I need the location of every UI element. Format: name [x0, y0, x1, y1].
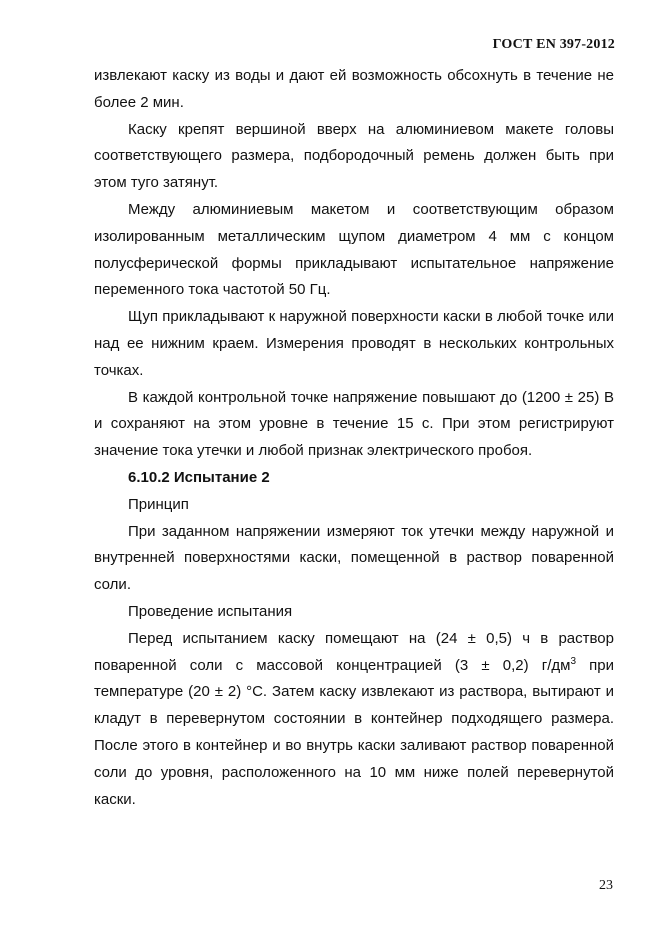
paragraph-probe-voltage: Между алюминиевым макетом и соответствующим образом изолированным металлическим щупом диаметром 4 мм с концом полусферической формы прикладывают испытательное напряжение переменного тока частотой 50 Гц. — [94, 200, 614, 299]
page-number: 23 — [599, 878, 613, 893]
paragraph-probe-application: Щуп прикладывают к наружной поверхности каски в любой точке или над ее нижним краем. Измерения проводят в нескольких контрольных точках. — [94, 308, 614, 379]
procedure-text-start: Перед испытанием каску помещают на (24 ± 0,5) ч в раствор поваренной соли с массовой концентрацией (3 ± 0,2) г/дм — [94, 629, 614, 674]
document-body — [94, 63, 614, 813]
cube-superscript: 3 — [570, 655, 577, 667]
procedure-text-end: при температуре (20 ± 2) °С. Затем каску извлекают из раствора, вытирают и кладут в перевернутом состоянии в контейнер подходящего размера. После этого в контейнер и во внутрь каски заливают раствор поваренной соли до уровня, расположенного на 10 мм ниже полей перевернутой каски. — [94, 656, 614, 808]
standard-code: ГОСТ EN 397-2012 — [492, 37, 615, 52]
section-heading: 6.10.2 Испытание 2 — [128, 468, 270, 486]
paragraph-procedure — [94, 626, 614, 814]
procedure-label: Проведение испытания — [128, 602, 293, 620]
paragraph-voltage-increase: В каждой контрольной точке напряжение повышают до (1200 ± 25) В и сохраняют на этом уровне в течение 15 с. При этом регистрируют значение тока утечки и любой признак электрического пробоя. — [94, 388, 614, 460]
principle-label: Принцип — [128, 495, 189, 513]
paragraph-continuation: извлекают каску из воды и дают ей возможность обсохнуть в течение не более 2 мин. — [94, 67, 614, 111]
paragraph-principle: При заданном напряжении измеряют ток утечки между наружной и внутренней поверхностями каски, помещенной в раствор поваренной соли. — [94, 522, 614, 594]
paragraph-mounting: Каску крепят вершиной вверх на алюминиевом макете головы соответствующего размера, подбородочный ремень должен быть при этом туго затянут. — [94, 120, 614, 192]
